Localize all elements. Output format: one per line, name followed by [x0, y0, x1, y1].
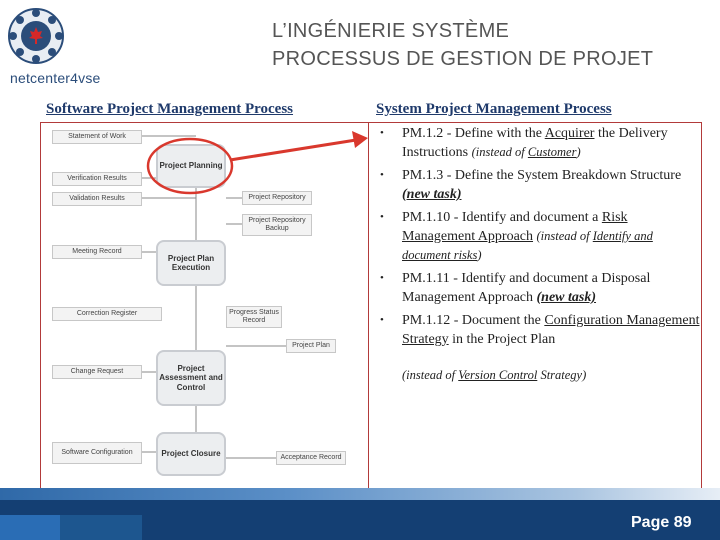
output-project-repository: Project Repository [242, 191, 312, 205]
arrow-head-icon [352, 131, 368, 148]
input-software-configuration: Software Configuration [52, 442, 142, 464]
logo-text: netcenter4vse [10, 70, 101, 86]
output-project-repository-backup: Project Repository Backup [242, 214, 312, 236]
bullet-text-segment: ) [477, 248, 482, 262]
footer-accent-2 [60, 515, 142, 540]
process-project-closure: Project Closure [156, 432, 226, 476]
bullet-text-segment: Customer [527, 145, 577, 159]
bullet-text-segment: PM.1.2 - Define with the [402, 126, 545, 141]
bullet-text-segment: PM.1.11 - Identify and document a Disposal Management Approach [402, 271, 651, 305]
bullet-text-segment: (new task) [402, 187, 462, 202]
bullet-text-segment: Identify and document risks [402, 229, 653, 262]
bullet-text-segment: Acquirer [544, 126, 595, 141]
output-acceptance-record: Acceptance Record [276, 451, 346, 465]
bullet-text-segment: the Delivery Instructions [402, 126, 668, 160]
process-project-assessment-and-control: Project Assessment and Control [156, 350, 226, 406]
bullet-text [402, 210, 653, 263]
bullet-text [402, 126, 668, 160]
bullet-text-segment: (new task) [536, 290, 597, 305]
bullet-text-segment: Configuration Management Strategy [402, 313, 700, 347]
footer-gradient [0, 488, 720, 500]
page-number: Page 89 [631, 514, 692, 531]
process-project-plan-execution: Project Plan Execution [156, 240, 226, 286]
highlight-ellipse [148, 139, 232, 193]
list-item [380, 311, 700, 349]
bullet-text-segment: ) [576, 145, 581, 159]
bullet-text [402, 168, 681, 202]
list-item [380, 208, 700, 265]
note-prefix: (instead of [402, 368, 459, 382]
list-item [380, 166, 700, 204]
bullet-text-segment: PM.1.12 - Document the [402, 313, 545, 328]
input-correction-register: Correction Register [52, 307, 162, 321]
note-suffix: Strategy) [537, 368, 587, 382]
output-progress-status-record: Progress Status Record [226, 306, 282, 328]
bullet-text-segment: (instead of [536, 229, 593, 243]
input-meeting-record: Meeting Record [52, 245, 142, 259]
page-title-line2: PROCESSUS DE GESTION DE PROJET [272, 48, 654, 70]
note-underlined: Version Control [458, 368, 538, 382]
bullet-text-segment: in the Project Plan [448, 332, 556, 347]
footer-accent [0, 515, 60, 540]
bullet-icon: • [380, 127, 384, 139]
bullet-icon: • [380, 169, 384, 181]
bullet-text-segment: PM.1.3 - Define the System Breakdown Structure [402, 168, 682, 183]
bullet-icon: • [380, 211, 384, 223]
bullet-text [402, 313, 699, 347]
right-panel-heading: System Project Management Process [376, 101, 612, 117]
highlight-arrow [230, 140, 356, 160]
bullet-text-segment: (instead of [471, 145, 528, 159]
page-title-line1: L’INGÉNIERIE SYSTÈME [272, 20, 510, 42]
bullet-list [380, 124, 700, 353]
input-verification-results: Verification Results [52, 172, 142, 186]
bullet-icon: • [380, 314, 384, 326]
instead-note [402, 368, 586, 383]
process-project-planning: Project Planning [156, 144, 226, 188]
list-item [380, 269, 700, 307]
bullet-text [402, 271, 650, 305]
input-change-request: Change Request [52, 365, 142, 379]
list-item [380, 124, 700, 162]
left-panel-heading: Software Project Management Process [46, 101, 294, 117]
input-statement-of-work: Statement of Work [52, 130, 142, 144]
input-validation-results: Validation Results [52, 192, 142, 206]
bullet-icon: • [380, 272, 384, 284]
bullet-text-segment: Risk Management Approach [402, 210, 628, 244]
output-project-plan: Project Plan [286, 339, 336, 353]
bullet-text-segment: PM.1.10 - Identify and document a [402, 210, 602, 225]
